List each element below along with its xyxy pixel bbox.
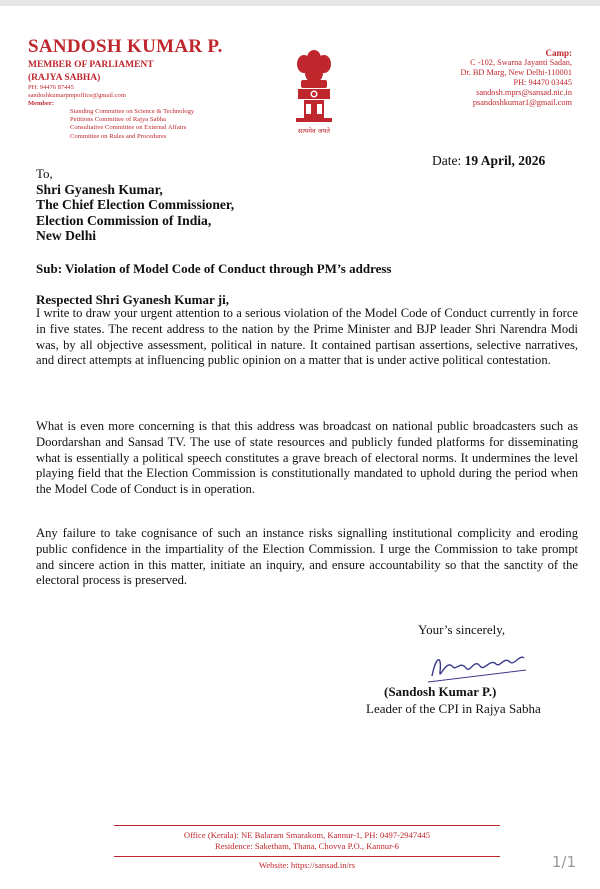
body-paragraph: Any failure to take cognisance of such an instance risks signalling institutional complicity and eroding public confidence in the impartiality of the Election Commission. I urge the Commission to take prompt and sincere action in this matter, initiate an inquiry, and ensure accountability so that the sanctity of the electoral process is preserved. [36,526,578,588]
body-paragraph: I write to draw your urgent attention to a serious violation of the Model Code of Conduct currently in force in five states. The recent address to the nation by the Prime Minister and BJP leader Shri Narendra Modi was, by all objective assessment, political in nature. It contained partisan assertions, selective narratives, and direct attempts at influencing public opinion on a matter that is under active political contestation. [36,306,578,368]
letterhead-email: sandoshkumarpmpoffice@gmail.com [28,92,126,99]
date-label: Date: [432,153,462,168]
recipient-line: New Delhi [36,228,97,243]
recipient-line: Shri Gyanesh Kumar, [36,181,163,197]
recipient-line: Election Commission of India, [36,212,212,228]
letter-page [6,8,594,868]
camp-line: PH: 94470 03445 [513,78,572,87]
footer-divider [114,856,500,857]
camp-label: Camp: [545,48,572,58]
recipient-block [36,166,234,244]
recipient-line: The Chief Election Commissioner, [36,197,235,212]
footer-address [114,830,500,851]
committee-item: Standing Committee on Science & Technology [70,108,195,115]
committee-item: Consultative Committee on External Affairs [70,124,187,132]
footer-website: Website: https://sansad.in/rs [258,860,356,870]
subject-line: Sub: Violation of Model Code of Conduct through PM’s address [36,261,392,276]
closing: Your’s sincerely, [418,622,506,637]
camp-line: Dr. BD Marg, New Delhi-110001 [460,68,572,77]
emblem-caption: सत्यमेव जयते [298,127,330,135]
letterhead-title-1: MEMBER OF PARLIAMENT [28,60,154,70]
to-label: To, [36,166,53,181]
camp-line: sandosh.mprs@sansad.nic.in [476,88,572,97]
salutation: Respected Shri Gyanesh Kumar ji, [36,292,229,307]
footer-office: Office (Kerala): NE Balaram Smarakom, Kannur-1, PH: 0497-2947445 [183,830,431,840]
date-value: 19 April, 2026 [464,153,546,168]
member-label: Member: [28,100,54,107]
committee-list [70,108,223,141]
letterhead-name: SANDOSH KUMAR P. [28,36,223,57]
camp-address [460,48,572,108]
letterhead-title-2: (RAJYA SABHA) [28,73,101,83]
page-indicator: 1/1 [551,853,576,871]
committee-item: Committee on Rules and Procedures [70,132,167,140]
signer-name: (Sandosh Kumar P.) [384,684,497,699]
national-emblem-icon [292,46,336,136]
body-paragraph: What is even more concerning is that this address was broadcast on national public broadcasters such as Doordarshan and Sansad TV. The use of state resources and publicly funded platforms for disseminating what is essentially a political speech constitutes a grave breach of electoral norms. It undermines the level playing field that the Election Commission is constitutionally mandated to uphold during the period when the Model Code of Conduct is in operation. [36,419,578,497]
letterhead-phone: PH: 94476 87445 [28,84,74,91]
camp-line: C -102, Swarna Jayanti Sadan, [470,58,572,67]
signer-role: Leader of the CPI in Rajya Sabha [366,701,541,716]
footer-residence: Residence: Saketham, Thana, Chovva P.O., Kannur-6 [215,840,399,851]
footer-divider [114,825,500,826]
committee-item: Petitions Committee of Rajya Sabha [70,116,166,124]
letterhead-left [28,36,223,141]
letter-date [432,153,545,169]
camp-line: psandoshkumar1@gmail.com [472,98,572,107]
viewer-top-bar [0,0,600,6]
